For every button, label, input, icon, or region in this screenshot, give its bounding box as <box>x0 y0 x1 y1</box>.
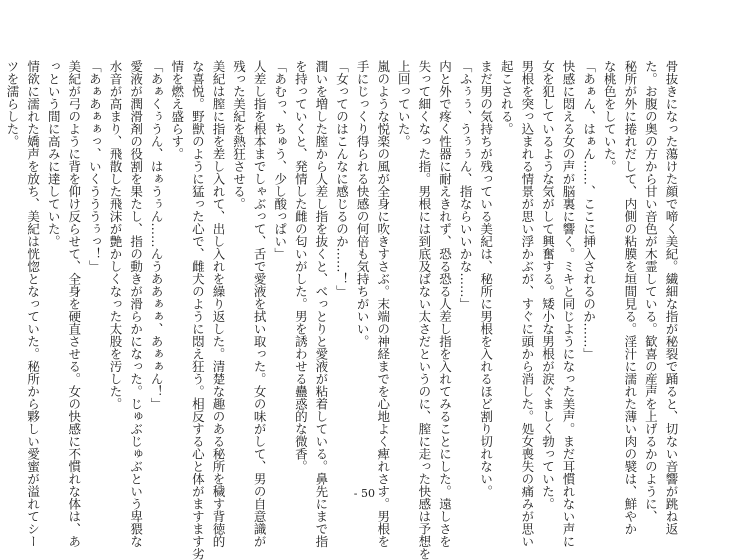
text-line: 残った美紀を熱狂させる。 <box>231 60 247 210</box>
text-line: 潤いを増した膣から人差し指を抜くと、べっとりと愛液が粘着している。鼻先にまで指 <box>313 60 329 548</box>
text-line: 水音が高まり、飛散した飛沫が艶かしくなった太股を汚した。 <box>107 60 123 410</box>
text-line: を持っていくと、発情した雌の匂いがした。男を誘わせる蠱惑的な微香。 <box>293 60 309 473</box>
text-line: 「あぁん、はぁん……、ここに挿入されるのか……」 <box>581 60 597 360</box>
text-line: 失って細くなった指。男根には到底及ばない太さだというのに、膣に走った快感は予想を <box>416 60 432 560</box>
text-line: 手にじっくり得られる快感の何倍も気持ちがいい。 <box>355 60 371 348</box>
text-line: っという間に高みに達していた。 <box>46 60 62 248</box>
text-line: 起こされる。 <box>499 60 515 135</box>
text-line: 「あぁあぁぁっ、いくうううぅっ！」 <box>87 60 103 273</box>
text-line: 情欲に濡れた嬌声を放ち、美紀は恍惚となっていた。秘所から夥しい愛蜜が溢れてシー <box>25 60 41 548</box>
text-line: 秘所が外に捲れだして、内側の粘膜を垣間見る。淫汁に濡れた薄い肉の襞は、鮮やか <box>622 60 638 535</box>
text-line: ツを濡らした。 <box>5 60 20 148</box>
text-line: 上回っていた。 <box>396 60 412 148</box>
text-line: 嵐のような悦楽の風が全身に吹きすさぶ。末端の神経までを心地よく痺れさす。男根を <box>375 60 391 548</box>
text-line: 「あむっ、ちゅう、少し酸っぱい」 <box>272 60 288 260</box>
text-line: な喜悦。野獣のように猛った心で、雌犬のように悶え狂う。相反する心と体がますます劣 <box>190 60 206 560</box>
text-line: 男根を突っ込まれる情景が思い浮かぶが、すぐに頭から消した。処女喪失の痛みが思い <box>519 60 535 548</box>
text-line: 愛液が潤滑剤の役割を果たし、指の動きが滑らかになった。じゅぶじゅぶという卑猥な <box>128 60 144 548</box>
text-line: 「女ってのはこんなに感じるのか……！」 <box>334 60 350 298</box>
text-line: な桃色をしていた。 <box>602 60 618 173</box>
text-line: 美紀は膣に指を差し入れて、出し入れを繰り返した。清楚な趣のある秘所を穢す背徳的 <box>210 60 226 548</box>
text-line: 女を犯しているような気がして興奮する。矮小な男根が涙ぐましく勃っていた。 <box>540 60 556 510</box>
text-line: 「あぁくぅうん、はぁうぅん……んうああぁぁ、あぁぁん！」 <box>149 60 165 410</box>
text-line: まだ男の気持ちが残っている美紀は、秘所に男根を入れるほど割り切れない。 <box>478 60 494 498</box>
text-line: た。お腹の奥の方から甘い音色が木霊している。歓喜の産声を上げるかのように、 <box>643 60 659 523</box>
text-line: 「ふぅぅ、うぅぅん、指ならいいかな……」 <box>458 60 474 310</box>
text-line: 骨抜きになった蕩けた顔で啼く美紀。繊細な指が秘裂で踊ると、切ない音響が跳ね返 <box>664 60 679 535</box>
text-line: 快感に悶える女の声が脳裏に響く。ミキと同じようになった美声。まだ耳慣れない声に <box>561 60 577 548</box>
text-line: 内と外で疼く性器に耐えきれず、恐る恐る人差し指を入れてみることにした。遠しさを <box>437 60 453 548</box>
text-line: 美紀が弓のように背を仰け反らせて、全身を硬直させる。女の快感に不慣れな体は、あ <box>66 60 82 548</box>
page-number: - 50 - <box>353 487 383 500</box>
text-line: 人差し指を根本までしゃぶって、舌で愛液を拭い取った。女の味がして、男の自意識が <box>252 60 268 548</box>
text-line: 情を燃え盛らす。 <box>169 60 185 160</box>
